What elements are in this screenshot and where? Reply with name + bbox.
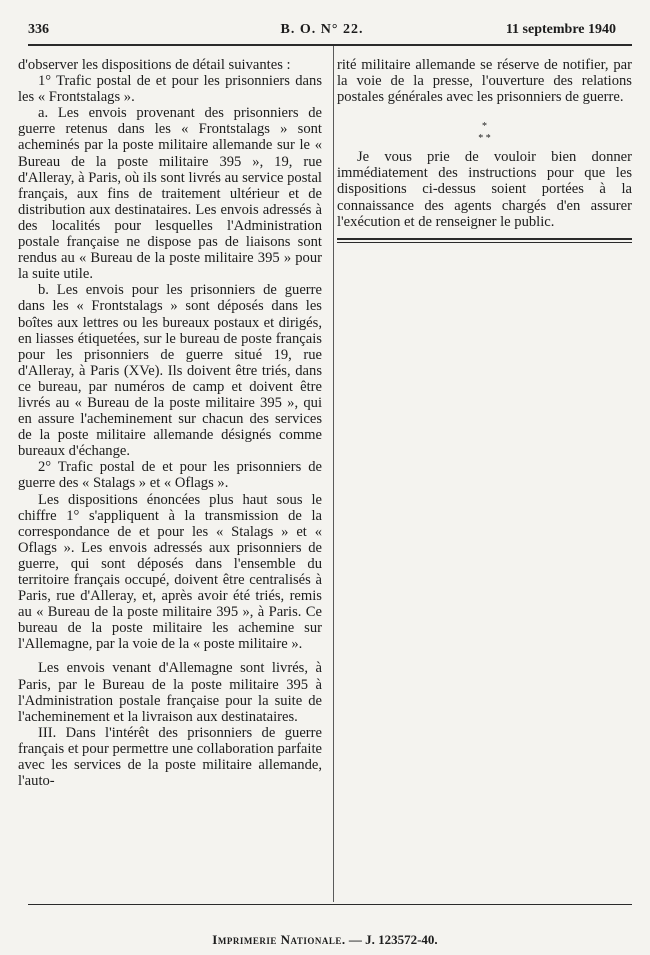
paragraph-a: a. Les envois provenant des prisonniers de guerre retenus dans les « Frontstalags » sont acheminés par la poste militaire allemande sur le « Bureau de la poste militaire 395 », 19, rue d'Alleray, à Paris, où ils sont livrés au service postal français, aux fins de traitement ultérieur et de distribution aux destinataires. Les envois adressés à des localités pour lesquelles l'Administration postale française ne dispose pas de liaisons sont rendus au « Bureau de la poste militaire 395 » pour la suite utile.	[18, 105, 322, 283]
paragraph-b: b. Les envois pour les prisonniers de guerre dans les « Frontstalags » sont déposés dans les boîtes aux lettres ou les bureaux postaux et dirigés, en liasses étiquetées, sur le bureau de poste français pour les prisonniers de guerre situé 19, rue d'Alleray, à Paris (XVe). Ils doivent être triés, dans ce bureau, par numéros de camp et doivent être livrés au « Bureau de la poste militaire 395 », qui en assure l'acheminement sur chacun des services de la poste militaire allemande désignés comme bureaux d'échange.	[18, 282, 322, 460]
asterism-separator: * * *	[478, 121, 491, 145]
page-header	[28, 22, 616, 42]
imprint-name: Imprimerie Nationale.	[212, 932, 346, 947]
paragraph-iii: III. Dans l'intérêt des prisonniers de guerre français et pour permettre une collaboration parfaite avec les services de la poste militaire allemande, l'auto-	[18, 724, 322, 790]
issue-date: 11 septembre 1940	[505, 22, 616, 37]
printer-imprint	[0, 932, 650, 948]
footer-rule	[28, 904, 632, 905]
right-column	[337, 57, 632, 243]
column-divider	[333, 46, 334, 902]
publication-title: B. O. N° 22.	[280, 22, 364, 37]
paragraph-continuation: rité militaire allemande se réserve de notifier, par la voie de la presse, l'ouverture des relations postales générales avec les prisonniers de guerre.	[337, 57, 632, 106]
section-heading-stalags-oflags: 2° Trafic postal de et pour les prisonniers de guerre des « Stalags » et « Oflags ».	[18, 459, 322, 492]
paragraph-instructions: Je vous prie de vouloir bien donner immédiatement des instructions pour que les dispositions ci-dessus soient portées à la connaissance des agents chargés d'en assurer l'exécution et de renseigner le public.	[337, 149, 632, 230]
imprint-job: — J. 123572-40.	[345, 932, 438, 947]
page-number: 336	[28, 22, 49, 37]
end-rule	[337, 238, 632, 243]
left-column	[18, 57, 322, 789]
paragraph-envois-allemagne: Les envois venant d'Allemagne sont livrés, à Paris, par le Bureau de la poste militaire 395 à l'Administration postale française pour la suite de l'acheminement et la livraison aux destinataires.	[18, 660, 322, 725]
section-heading-frontstalags: 1° Trafic postal de et pour les prisonniers dans les « Frontstalags ».	[18, 73, 322, 106]
header-rule	[28, 44, 632, 46]
paragraph-dispositions: Les dispositions énoncées plus haut sous le chiffre 1° s'appliquent à la transmission de la correspondance de et pour les « Stalags » et « Oflags ». Les envois adressés aux prisonniers de guerre, qui sont déposés dans l'ensemble du territoire français occupé, doivent être centralisés à Paris, rue d'Alleray, et, après avoir été triés, remis au « Bureau de la poste militaire 395 », à Paris. Ce bureau de la poste militaire les achemine sur l'Allemagne, par la voie de la « poste militaire ».	[18, 491, 322, 653]
paragraph-intro: d'observer les dispositions de détail suivantes :	[18, 57, 291, 73]
